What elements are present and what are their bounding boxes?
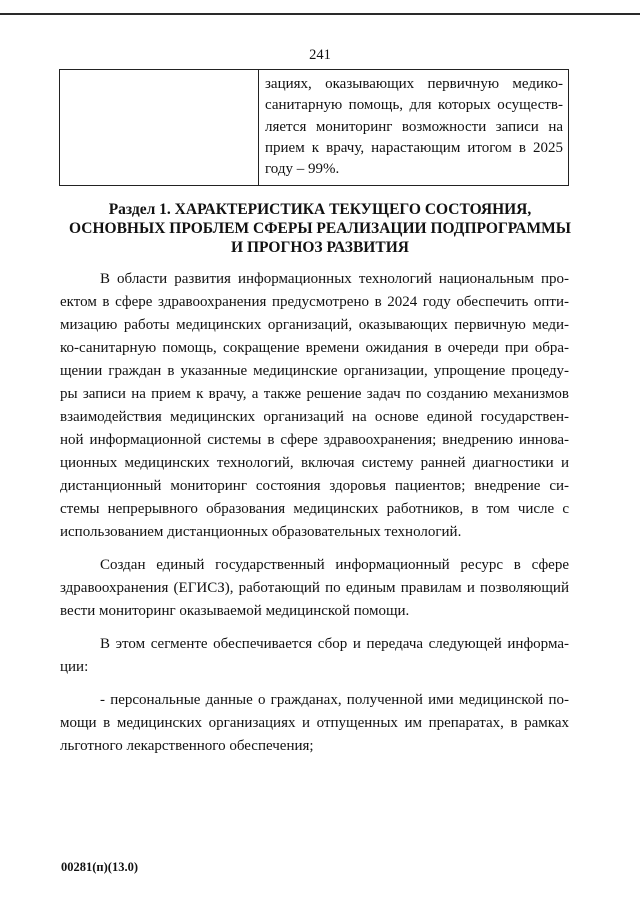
paragraph-line: вести мониторинг оказываемой медицинской помощи. <box>60 603 410 619</box>
paragraph-line: ры записи на прием к врачу, а также решение задач по созданию механизмов <box>60 386 569 402</box>
paragraph-line: - персональные данные о гражданах, полученной ими медицинской по- <box>100 692 569 708</box>
paragraph-line: В этом сегменте обеспечивается сбор и передача следующей информа- <box>100 636 569 652</box>
paragraph-line: ционных медицинских технологий, включая систему ранней диагностики и <box>60 455 569 471</box>
paragraph-line: В области развития информационных технологий национальным про- <box>100 271 569 287</box>
page-number: 241 <box>309 47 331 63</box>
section-heading <box>60 200 580 257</box>
section-heading-line: Раздел 1. ХАРАКТЕРИСТИКА ТЕКУЩЕГО СОСТОЯНИЯ, <box>108 201 532 218</box>
table-cell-empty <box>60 70 259 186</box>
table-cell-line: году – 99%. <box>265 161 340 178</box>
footer-document-code: 00281(п)(13.0) <box>61 860 138 874</box>
paragraph <box>60 633 569 679</box>
table-row <box>60 70 569 186</box>
paragraph <box>60 689 569 758</box>
table-cell-line: санитарную помощь, для которых осуществ- <box>265 97 563 114</box>
paragraph-line: льготного лекарственного обеспечения; <box>60 738 314 754</box>
paragraph-line: ектом в сфере здравоохранения предусмотрено в 2024 году обеспечить опти- <box>60 294 569 310</box>
section-heading-line: И ПРОГНОЗ РАЗВИТИЯ <box>231 239 409 256</box>
paragraph-line: ко-санитарную помощь, сокращение времени ожидания в очереди при обра- <box>60 340 569 356</box>
paragraph <box>60 554 569 623</box>
section-heading-line: ОСНОВНЫХ ПРОБЛЕМ СФЕРЫ РЕАЛИЗАЦИИ ПОДПРОГРАММЫ <box>69 220 571 237</box>
paragraph-line: мощи в медицинских организациях и отпущенных им препаратах, в рамках <box>60 715 569 731</box>
paragraph-line: щении граждан в указанные медицинские организации, упрощение процеду- <box>60 363 569 379</box>
table-cell-line: прием к врачу, нарастающим итогом в 2025 <box>265 139 563 156</box>
table-cell-text <box>259 70 569 186</box>
paragraph-line: взаимодействия медицинских организаций на основе единой государствен- <box>60 409 569 425</box>
paragraph-line: Создан единый государственный информационный ресурс в сфере <box>100 557 569 573</box>
paragraph-line: ции: <box>60 659 89 675</box>
paragraph-line: стемы непрерывного образования медицинских работников, в том числе с <box>60 501 569 517</box>
paragraph-line: использованием дистанционных образовательных технологий. <box>60 524 462 540</box>
paragraph-line: мизацию работы медицинских организаций, оказывающих первичную меди- <box>60 317 569 333</box>
body-text <box>60 268 569 768</box>
table-cell-line: ляется мониторинг возможности записи на <box>265 118 563 135</box>
paragraph-line: ной информационной системы в сфере здравоохранения; внедрению иннова- <box>60 432 569 448</box>
continuation-table <box>59 69 569 186</box>
paragraph-line: здравоохранения (ЕГИСЗ), работающий по единым правилам и позволяющий <box>60 580 569 596</box>
table-cell-line: зациях, оказывающих первичную медико- <box>265 76 563 92</box>
paragraph-line: дистанционный мониторинг состояния здоровья пациентов; внедрение си- <box>60 478 569 494</box>
top-rule <box>0 13 640 15</box>
paragraph <box>60 268 569 544</box>
